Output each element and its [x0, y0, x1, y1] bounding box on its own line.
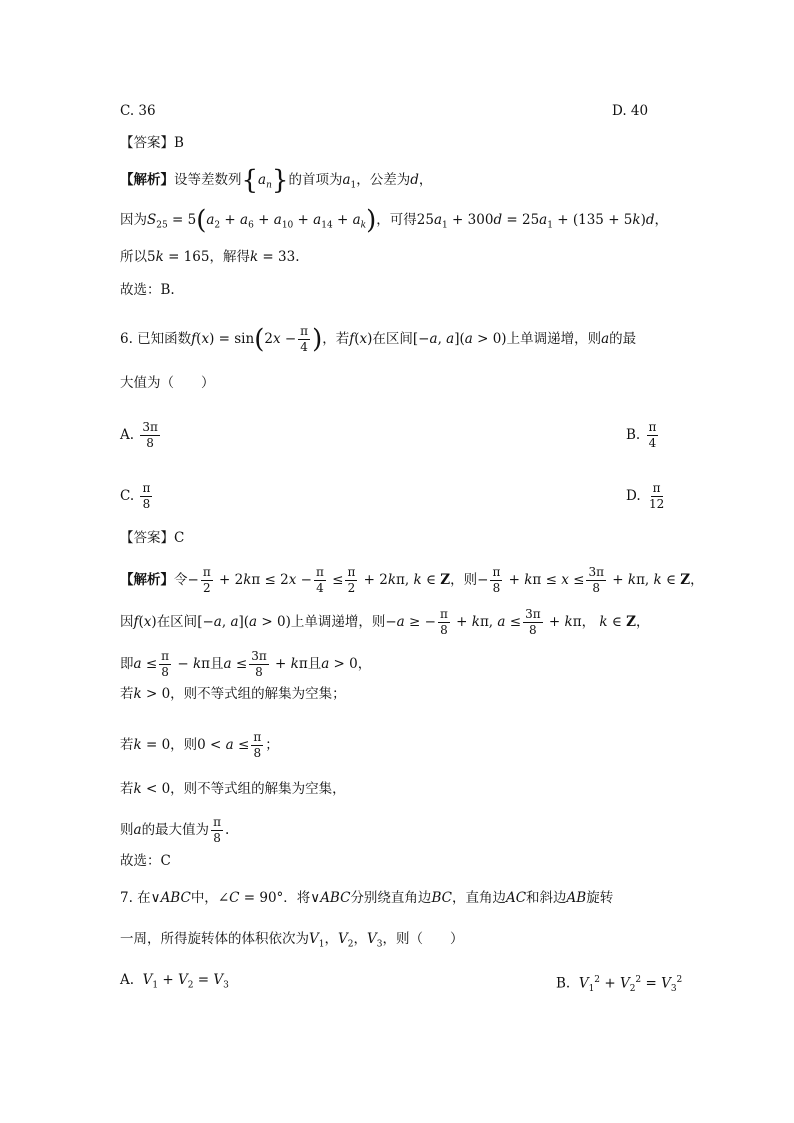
q7-option-b: B. $V_1^2 + V_2^2 = V_3^2$ — [556, 975, 683, 995]
q6-result: 则a的最大值为 $\frac{\pi}{8}$ . — [120, 815, 230, 845]
q6-case-3: 若k < 0，则不等式组的解集为空集， — [120, 781, 346, 797]
q6-case-1: 若k > 0，则不等式组的解集为空集； — [120, 686, 346, 702]
q5-analysis-line2: 因为$S_{25} = 5(a_2 + a_6 + a_{10} + a_{14} + a_k)$，可得$25a_1 + 300d = 25a_1 + (135 + 5k)d$， — [120, 205, 669, 236]
q6-answer: 【答案】C — [120, 530, 185, 546]
q6-analysis-line2: 因f(x)在区间[−a, a](a > 0)上单调递增，则−a ≥ − $\frac{\pi}{8}$ + kπ, a ≤ $\frac{3\pi}{8}$ + kπ， k ∈ Z， — [120, 607, 650, 637]
q7-stem-line2: 一周，所得旋转体的体积依次为$V_1$，$V_2$，$V_3$，则（ ） — [120, 931, 464, 950]
q6-option-c: C. $\frac{\pi}{8}$ — [120, 481, 151, 511]
q5-conclusion: 故选：B. — [120, 282, 175, 298]
q5-answer: 【答案】B — [120, 135, 184, 151]
q5-option-c: C. 36 — [120, 103, 156, 119]
q6-case-2: 若k = 0，则0 < a ≤ $\frac{\pi}{8}$ ； — [120, 730, 279, 760]
q6-analysis-line3: 即a ≤ $\frac{\pi}{8}$ − kπ且a ≤ $\frac{3\pi}{8}$ + kπ且a > 0， — [120, 649, 372, 679]
q5-analysis-line1: 【解析】设等差数列$\{a_n\}$的首项为$a_1$，公差为d， — [120, 165, 433, 196]
q6-option-d: D. $\frac{\pi}{12}$ — [626, 481, 665, 511]
q6-stem-line1: 6. 已知函数f(x) = sin(2x − $\frac{\pi}{4}$ )，若f(x)在区间[−a, a](a > 0)上单调递增，则a的最 — [120, 324, 637, 355]
q6-analysis-line1: 【解析】令− $\frac{\pi}{2}$ + 2kπ ≤ 2x − $\frac{\pi}{4}$ ≤ $\frac{\pi}{2}$ + 2kπ, k ∈ Z，则− $\frac{\pi}{8}$ + kπ ≤ x ≤ $\frac{3\pi}{8}$ + kπ, k ∈ Z， — [120, 565, 704, 595]
q6-conclusion: 故选：C — [120, 853, 171, 869]
q7-stem-line1: 7. 在∨ABC中，∠C = 90°．将∨ABC分别绕直角边BC，直角边AC和斜边AB旋转 — [120, 890, 614, 906]
q6-option-a: A. $\frac{3\pi}{8}$ — [120, 420, 158, 450]
q6-stem-line2: 大值为（ ） — [120, 375, 215, 391]
q5-analysis-line3: 所以5k = 165，解得k = 33. — [120, 249, 300, 265]
q5-option-d: D. 40 — [612, 103, 649, 119]
q7-option-a: A. $V_1 + V_2 = V_3$ — [120, 972, 229, 991]
q6-option-b: B. $\frac{\pi}{4}$ — [626, 420, 657, 450]
